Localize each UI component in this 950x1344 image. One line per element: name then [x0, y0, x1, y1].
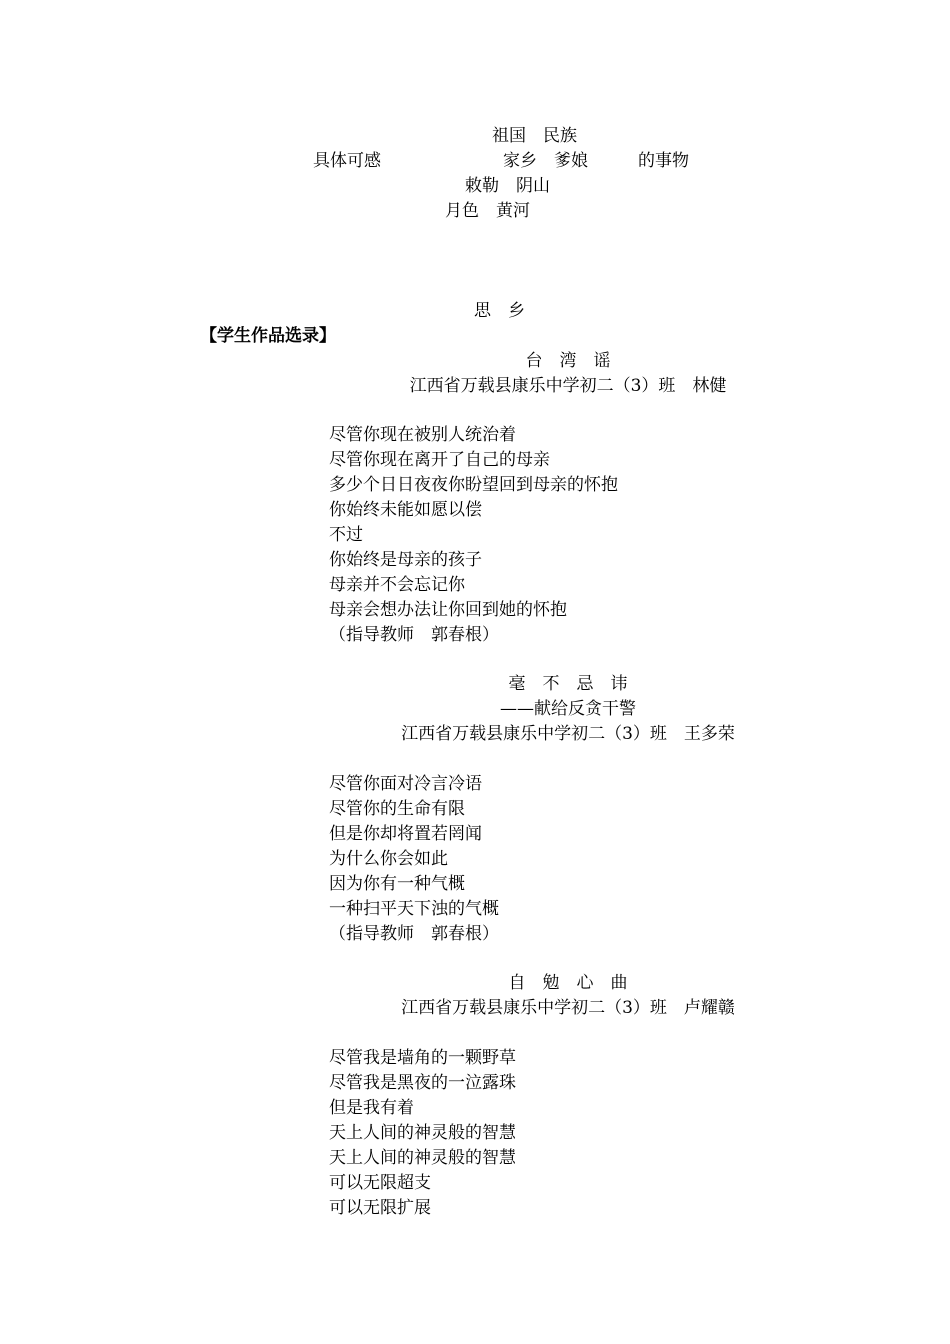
poem-line: 尽管我是黑夜的一泣露珠: [329, 1073, 516, 1093]
poem-title: 毫 不 忌 讳: [508, 674, 628, 694]
teacher-credit: （指导教师 郭春根）: [329, 625, 499, 645]
diagram-row-3: 敕勒 阴山: [465, 176, 550, 196]
poem-line: 你始终是母亲的孩子: [329, 550, 482, 570]
poem-line: 一种扫平天下浊的气概: [329, 899, 499, 919]
poem-line: 因为你有一种气概: [329, 874, 465, 894]
poem-line: 可以无限超支: [329, 1173, 431, 1193]
poem-author: 江西省万载县康乐中学初二（3）班 林健: [409, 376, 727, 396]
poem-title: 自 勉 心 曲: [508, 973, 628, 993]
poem-author: 江西省万载县康乐中学初二（3）班 王多荣: [401, 724, 735, 744]
poem-author: 江西省万载县康乐中学初二（3）班 卢耀赣: [401, 998, 735, 1018]
poem-line: 尽管你面对冷言冷语: [329, 774, 482, 794]
poem-line: 母亲并不会忘记你: [329, 575, 465, 595]
poem-line: 尽管你现在离开了自己的母亲: [329, 450, 550, 470]
poem-line: 可以无限扩展: [329, 1198, 431, 1218]
poem-line: 你始终未能如愿以偿: [329, 500, 482, 520]
section-title: 【学生作品选录】: [200, 326, 336, 346]
poem-line: 为什么你会如此: [329, 849, 448, 869]
teacher-credit: （指导教师 郭春根）: [329, 924, 499, 944]
heading-sixiang: 思 乡: [474, 301, 525, 321]
poem-line: 天上人间的神灵般的智慧: [329, 1148, 516, 1168]
poem-line: 不过: [329, 525, 363, 545]
poem-line: 尽管你的生命有限: [329, 799, 465, 819]
poem-line: 尽管你现在被别人统治着: [329, 425, 516, 445]
diagram-row-1: 祖国 民族: [492, 126, 577, 146]
poem-line: 母亲会想办法让你回到她的怀抱: [329, 600, 567, 620]
diagram-row-2: 家乡 爹娘: [503, 151, 588, 171]
poem-line: 尽管我是墙角的一颗野草: [329, 1048, 516, 1068]
poem-line: 多少个日日夜夜你盼望回到母亲的怀抱: [329, 475, 618, 495]
poem-subtitle: ——献给反贪干警: [500, 699, 636, 719]
poem-line: 但是我有着: [329, 1098, 414, 1118]
diagram-right-label: 的事物: [638, 151, 689, 171]
poem-line: 天上人间的神灵般的智慧: [329, 1123, 516, 1143]
poem-line: 但是你却将置若罔闻: [329, 824, 482, 844]
diagram-row-4: 月色 黄河: [445, 201, 530, 221]
diagram-left-label: 具体可感: [313, 151, 381, 171]
poem-title: 台 湾 谣: [525, 351, 611, 371]
